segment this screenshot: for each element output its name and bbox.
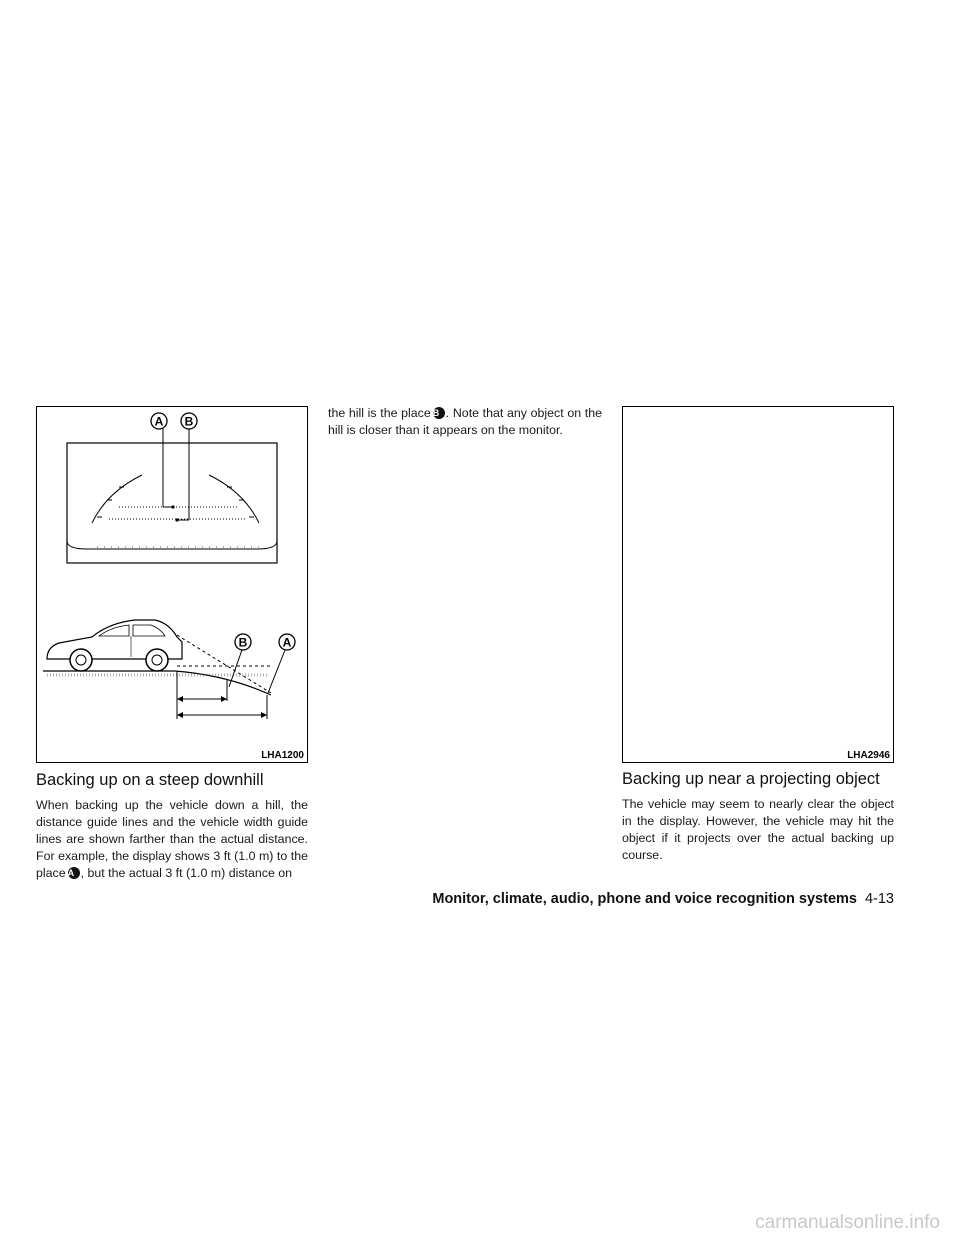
footer-section-title: Monitor, climate, audio, phone and voice recognition systems: [432, 891, 857, 907]
page-footer: [432, 891, 894, 907]
marker-b-icon: B: [433, 407, 445, 419]
heading-projecting-object: Backing up near a projecting object: [622, 770, 880, 788]
figure-downhill: [36, 406, 308, 763]
callout-a-bottom: [279, 634, 295, 650]
callout-a-top: [151, 413, 167, 429]
paragraph-text: , but the actual 3 ft (1.0 m) distance on: [80, 866, 293, 880]
figure-id-label: LHA1200: [261, 750, 304, 761]
monitor-display: [67, 427, 277, 563]
paragraph-text: . Note that any object on the hill is closer than it appears on the monitor.: [328, 406, 602, 437]
callout-b-top: [181, 413, 197, 429]
heading-steep-downhill: Backing up on a steep downhill: [36, 771, 264, 789]
svg-text:A: A: [282, 635, 292, 650]
page-number: 4-13: [864, 891, 894, 907]
svg-text:B: B: [238, 635, 248, 650]
figure-id-label: LHA2946: [847, 750, 890, 761]
paragraph-text: the hill is the place: [328, 406, 431, 420]
figure-projecting-object: [622, 406, 894, 763]
car-side-view: [47, 620, 182, 671]
downhill-illustration: [37, 407, 307, 750]
callout-b-bottom: [235, 634, 251, 650]
svg-text:B: B: [184, 414, 194, 429]
paragraph-hill-continuation: [328, 405, 602, 439]
svg-text:A: A: [154, 414, 164, 429]
paragraph-projecting-object: The vehicle may seem to nearly clear the object in the display. However, the vehicle may hit the object if it projects over the actual backing up course.: [622, 797, 894, 862]
paragraph-text: When backing up the vehicle down a hill, the distance guide lines and the vehicle width guide lines are shown farther than the actual distance. For example, the display shows 3 ft (1.0 m) to the place: [36, 798, 308, 880]
marker-a-icon: A: [68, 867, 80, 879]
watermark: carmanualsonline.info: [755, 1212, 940, 1233]
paragraph-steep-downhill: [36, 797, 308, 882]
